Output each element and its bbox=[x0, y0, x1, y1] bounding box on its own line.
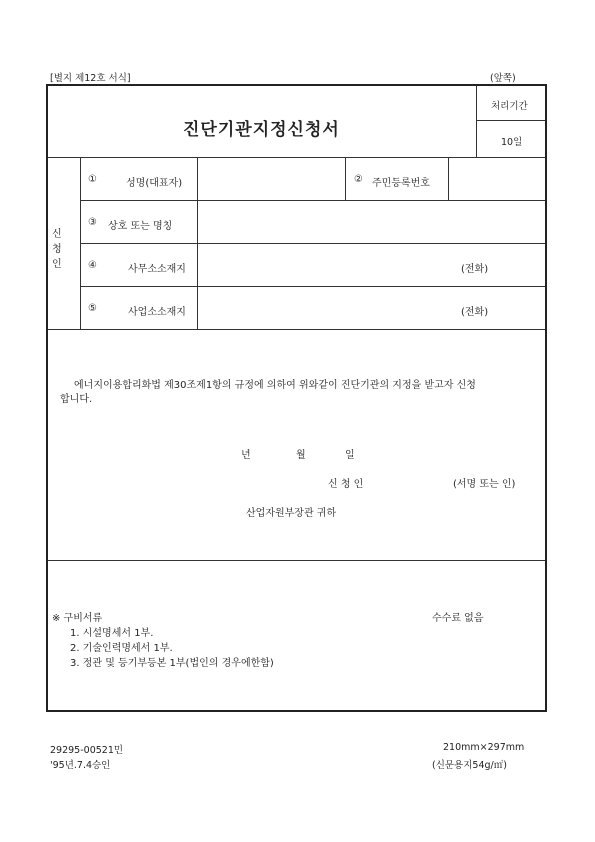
divider bbox=[345, 157, 346, 200]
row-number: ② bbox=[354, 174, 363, 185]
applicant-sign-label: 신 청 인 bbox=[328, 479, 364, 490]
document-item: 2. 기술인력명세서 1부. bbox=[70, 643, 173, 654]
applicant-group-label-3: 인 bbox=[52, 259, 62, 270]
site-address-label: 사업소소재지 bbox=[128, 307, 186, 318]
divider bbox=[48, 157, 545, 158]
paper-type: (신문용지54g/㎡) bbox=[432, 760, 507, 771]
document-item: 3. 정관 및 등기부등본 1부(법인의 경우에한함) bbox=[70, 658, 274, 669]
date-month-label: 월 bbox=[296, 450, 306, 461]
paper-size: 210mm×297mm bbox=[443, 742, 525, 753]
date-day-label: 일 bbox=[345, 450, 355, 461]
form-number-label: [별지 제12호 서식] bbox=[50, 73, 131, 84]
row-number: ③ bbox=[88, 217, 97, 228]
processing-period-value: 10일 bbox=[501, 137, 523, 148]
applicant-group-label-1: 신 bbox=[52, 229, 62, 240]
office-address-label: 사무소소재지 bbox=[128, 264, 186, 275]
row-number: ⑤ bbox=[88, 303, 97, 314]
application-form bbox=[46, 84, 547, 712]
row-number: ① bbox=[88, 174, 97, 185]
approval-date: '95년.7.4승인 bbox=[50, 760, 111, 771]
divider bbox=[448, 157, 449, 200]
statement-line-2: 합니다. bbox=[60, 394, 93, 405]
applicant-group-label-2: 청 bbox=[52, 244, 62, 255]
form-title: 진단기관지정신청서 bbox=[183, 120, 340, 140]
fee-label: 수수료 없음 bbox=[432, 613, 484, 624]
divider bbox=[48, 560, 545, 561]
resident-number-label: 주민등록번호 bbox=[372, 178, 430, 189]
representative-name-label: 성명(대표자) bbox=[126, 178, 183, 189]
site-phone-label: (전화) bbox=[461, 307, 489, 318]
processing-period-label: 처리기간 bbox=[491, 101, 528, 112]
row-number: ④ bbox=[88, 260, 97, 271]
document-item: 1. 시설명세서 1부. bbox=[70, 628, 154, 639]
divider bbox=[476, 86, 477, 157]
divider bbox=[80, 200, 545, 201]
divider bbox=[80, 243, 545, 244]
form-code: 29295-00521민 bbox=[50, 745, 124, 756]
office-phone-label: (전화) bbox=[461, 264, 489, 275]
business-name-label: 상호 또는 명칭 bbox=[108, 221, 173, 232]
signature-label: (서명 또는 인) bbox=[453, 479, 516, 490]
statement-line-1: 에너지이용합리화법 제30조제1항의 규정에 의하여 위와같이 진단기관의 지정을 받고자 신청 bbox=[74, 380, 476, 391]
date-year-label: 년 bbox=[241, 450, 251, 461]
recipient-label: 산업자원부장관 귀하 bbox=[246, 508, 337, 519]
divider bbox=[476, 120, 545, 121]
page-side-label: (앞쪽) bbox=[490, 73, 516, 84]
divider bbox=[48, 329, 545, 330]
required-documents-title: ※ 구비서류 bbox=[52, 613, 103, 624]
divider bbox=[80, 286, 545, 287]
